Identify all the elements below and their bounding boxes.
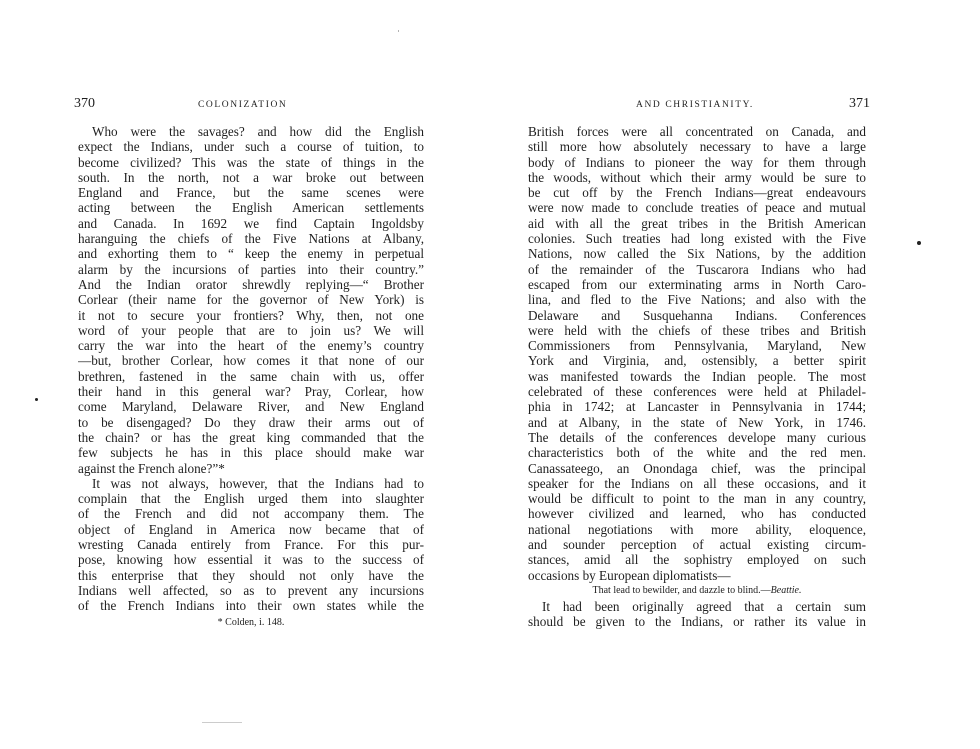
text-line: The details of the conferences develope many curious <box>528 429 866 445</box>
running-head-title-left: COLONIZATION <box>198 100 288 110</box>
text-line: stances, amid all the sophistry employed on such <box>528 552 866 568</box>
text-line: and exhorting them to “ keep the enemy in perpetual <box>78 246 424 262</box>
text-line: characteristics both of the white and the red men. <box>528 445 866 461</box>
text-line: Canassateego, an Onondaga chief, was the principal <box>528 460 866 476</box>
text-line: expect the Indians, under such a course of tuition, to <box>78 139 424 155</box>
text-line: pose, knowing how essential it was to the success of <box>78 552 424 568</box>
page-speck <box>35 398 38 401</box>
text-line: York and Virginia, and, ostensibly, a better spirit <box>528 353 866 369</box>
text-line: and Canada. In 1692 we find Captain Ingoldsby <box>78 215 424 231</box>
text-line: body of Indians to pioneer the way for them through <box>528 154 866 170</box>
text-line: haranguing the chiefs of the Five Nations at Albany, <box>78 231 424 247</box>
text-line: to be disengaged? Do they draw their arms out of <box>78 414 424 430</box>
text-line: escaped from our exterminating arms in North Caro- <box>528 276 866 292</box>
text-line: of the French and did not accompany them. The <box>78 506 424 522</box>
text-line: be cut off by the French Indians—great endeavours <box>528 185 866 201</box>
text-line: still more how absolutely necessary to have a large <box>528 139 866 155</box>
quotation-attribution: Beattie. <box>770 584 802 596</box>
text-line: complain that the English urged them into slaughter <box>78 491 424 507</box>
text-line: brethren, fastened in the same chain with us, offer <box>78 368 424 384</box>
text-line: celebrated of these conferences were held at Philadel- <box>528 384 866 400</box>
text-line: word of your people that are to join us? We will <box>78 322 424 338</box>
text-line: object of England in America now became that of <box>78 521 424 537</box>
right-page-body <box>528 124 866 630</box>
text-line: It was not always, however, that the Indians had to <box>92 475 424 491</box>
text-line: the chain? or has the great king commanded that the <box>78 429 424 445</box>
text-line: carry the war into the heart of the enemy’s country <box>78 338 424 354</box>
text-line: come Maryland, Delaware River, and New England <box>78 399 424 415</box>
text-line: would be difficult to point to the man in any country, <box>528 491 866 507</box>
running-head-title-right: AND CHRISTIANITY. <box>636 100 754 110</box>
page-number-right: 371 <box>849 96 870 111</box>
running-head-right <box>528 96 870 118</box>
page-smudge <box>202 722 242 723</box>
text-line: aid with all the great tribes in the British American <box>528 215 866 231</box>
text-line: occasions by European diplomatists— <box>528 567 731 583</box>
text-line: against the French alone?”* <box>78 460 225 476</box>
text-line: the woods, without which their army would be sure to <box>528 169 866 185</box>
page-speck <box>917 241 921 245</box>
text-line: should be given to the Indians, or rather its value in <box>528 614 866 630</box>
text-line: of the French Indians into their own states while the <box>78 598 424 614</box>
text-line: their hand in this general war? Pray, Corlear, how <box>78 384 424 400</box>
text-line: Nations, now called the Six Nations, by the addition <box>528 246 866 262</box>
text-line: It had been originally agreed that a certain sum <box>542 598 866 614</box>
quotation-text: That lead to bewilder, and dazzle to blind.— <box>592 584 771 596</box>
text-line: alarm by the incursions of parties into their country.” <box>78 261 424 277</box>
text-line: lina, and fled to the Five Nations; and also with the <box>528 292 866 308</box>
text-line: and at Albany, in the state of New York, in 1746. <box>528 414 866 430</box>
text-line: Delaware and Susquehanna Indians. Conferences <box>528 307 866 323</box>
text-line: south. In the north, not a war broke out between <box>78 169 424 185</box>
quotation <box>528 583 866 599</box>
footnote: * Colden, i. 148. <box>217 616 285 628</box>
text-line: it not to secure your frontiers? Why, then, not one <box>78 307 424 323</box>
text-line: England and France, but the same scenes were <box>78 185 424 201</box>
text-line: were held with the chiefs of these tribes and British <box>528 322 866 338</box>
text-line: become civilized? This was the state of things in the <box>78 154 424 170</box>
page-number-left: 370 <box>74 96 95 111</box>
text-line: colonies. Such treaties had long existed with the Five <box>528 231 866 247</box>
text-line: national negotiations with more ability, eloquence, <box>528 521 866 537</box>
text-line: And the Indian orator shrewdly replying—“ Brother <box>78 276 424 292</box>
text-line: was manifested towards the Indian people. The most <box>528 368 866 384</box>
page-speck <box>398 30 399 32</box>
text-line: phia in 1742; at Lancaster in Pennsylvania in 1744; <box>528 399 866 415</box>
text-line: of the remainder of the Tuscarora Indians who had <box>528 261 866 277</box>
text-line: speaker for the Indians on all these occasions, and it <box>528 475 866 491</box>
text-line: were now made to conclude treaties of peace and mutual <box>528 200 866 216</box>
text-line: Corlear (their name for the governor of New York) is <box>78 292 424 308</box>
left-page-body <box>78 124 424 631</box>
text-line: Indians well affected, so as to prevent any incursions <box>78 582 424 598</box>
text-line: —but, brother Corlear, how comes it that none of our <box>78 353 424 369</box>
text-line: acting between the English American settlements <box>78 200 424 216</box>
text-line: Commissioners from Pennsylvania, Maryland, New <box>528 338 866 354</box>
text-line: few subjects he has in this place should make war <box>78 445 424 461</box>
text-line: and sounder perception of actual existing circum- <box>528 537 866 553</box>
text-line: however civilized and learned, who has conducted <box>528 506 866 522</box>
text-line: British forces were all concentrated on Canada, and <box>528 124 866 139</box>
running-head-left <box>74 96 424 118</box>
text-line: this enterprise that they should not only have the <box>78 567 424 583</box>
text-line: Who were the savages? and how did the English <box>92 124 424 139</box>
text-line: wresting Canada entirely from France. For this pur- <box>78 537 424 553</box>
